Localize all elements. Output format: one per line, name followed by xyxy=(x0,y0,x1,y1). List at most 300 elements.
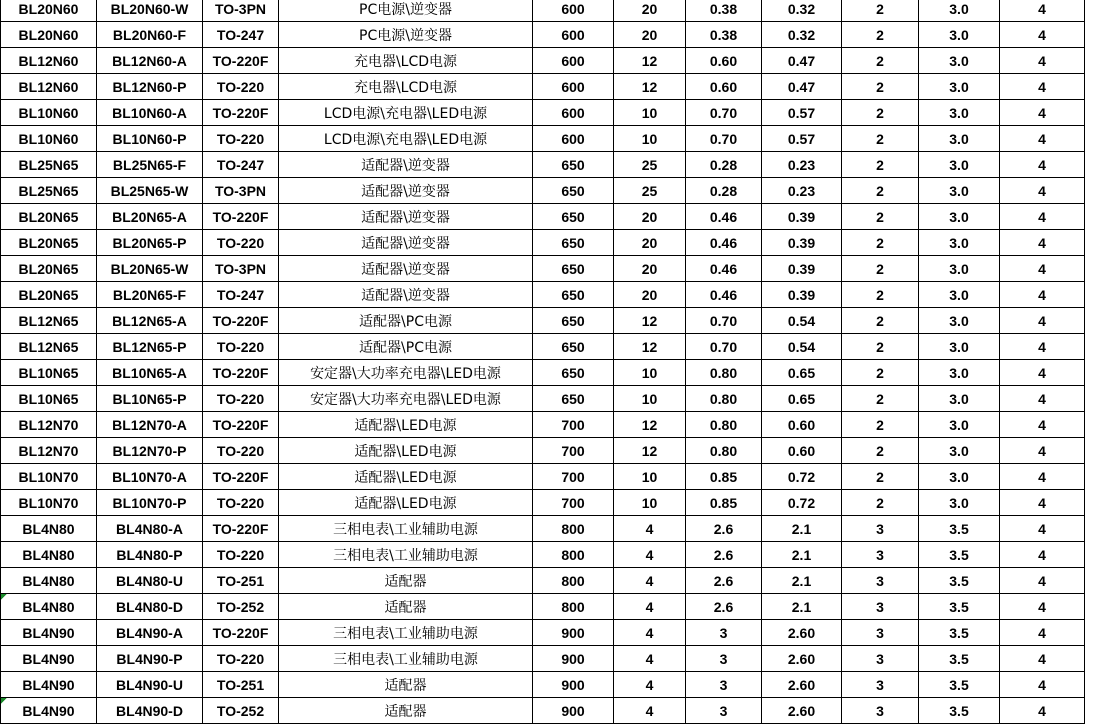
cell-v3[interactable]: 2.6 xyxy=(686,542,762,568)
cell-application[interactable]: 安定器\大功率充电器\LED电源 xyxy=(279,386,533,412)
cell-v6[interactable]: 3.5 xyxy=(919,542,1000,568)
cell-application[interactable]: 三相电表\工业辅助电源 xyxy=(279,646,533,672)
cell-v5[interactable]: 3 xyxy=(842,594,919,620)
cell-v3[interactable]: 2.6 xyxy=(686,516,762,542)
cell-v6[interactable]: 3.0 xyxy=(919,256,1000,282)
cell-v4[interactable]: 0.54 xyxy=(762,334,842,360)
cell-application[interactable]: 适配器 xyxy=(279,568,533,594)
cell-model[interactable]: BL10N65-P xyxy=(97,386,203,412)
cell-v1[interactable]: 600 xyxy=(533,48,614,74)
cell-v1[interactable]: 700 xyxy=(533,464,614,490)
cell-v6[interactable]: 3.0 xyxy=(919,204,1000,230)
cell-model[interactable]: BL20N65-W xyxy=(97,256,203,282)
cell-v6[interactable]: 3.0 xyxy=(919,22,1000,48)
cell-v2[interactable]: 20 xyxy=(614,204,686,230)
cell-v5[interactable]: 2 xyxy=(842,360,919,386)
cell-package[interactable]: TO-251 xyxy=(203,568,279,594)
cell-v7[interactable]: 4 xyxy=(1000,0,1085,22)
cell-v7[interactable]: 4 xyxy=(1000,646,1085,672)
cell-model[interactable]: BL12N70-P xyxy=(97,438,203,464)
cell-v3[interactable]: 3 xyxy=(686,620,762,646)
cell-series[interactable]: BL10N70 xyxy=(1,464,97,490)
cell-v4[interactable]: 0.57 xyxy=(762,126,842,152)
cell-series[interactable]: BL20N65 xyxy=(1,204,97,230)
cell-application[interactable]: 适配器 xyxy=(279,594,533,620)
cell-v2[interactable]: 12 xyxy=(614,334,686,360)
cell-v1[interactable]: 700 xyxy=(533,438,614,464)
cell-v2[interactable]: 20 xyxy=(614,22,686,48)
cell-v4[interactable]: 0.60 xyxy=(762,412,842,438)
cell-series[interactable]: BL4N90 xyxy=(1,646,97,672)
cell-v6[interactable]: 3.0 xyxy=(919,48,1000,74)
cell-v2[interactable]: 20 xyxy=(614,0,686,22)
cell-v4[interactable]: 0.47 xyxy=(762,74,842,100)
cell-v2[interactable]: 12 xyxy=(614,308,686,334)
cell-v4[interactable]: 0.72 xyxy=(762,490,842,516)
cell-series[interactable]: BL10N60 xyxy=(1,100,97,126)
cell-v1[interactable]: 600 xyxy=(533,0,614,22)
cell-v6[interactable]: 3.5 xyxy=(919,516,1000,542)
cell-series[interactable]: BL4N90 xyxy=(1,672,97,698)
cell-v2[interactable]: 25 xyxy=(614,178,686,204)
cell-model[interactable]: BL4N90-P xyxy=(97,646,203,672)
cell-model[interactable]: BL25N65-F xyxy=(97,152,203,178)
cell-application[interactable]: 适配器\LED电源 xyxy=(279,412,533,438)
cell-v2[interactable]: 20 xyxy=(614,230,686,256)
cell-v2[interactable]: 4 xyxy=(614,542,686,568)
cell-application[interactable]: 适配器\逆变器 xyxy=(279,152,533,178)
cell-v5[interactable]: 3 xyxy=(842,568,919,594)
cell-v2[interactable]: 12 xyxy=(614,74,686,100)
cell-v1[interactable]: 650 xyxy=(533,386,614,412)
cell-v7[interactable]: 4 xyxy=(1000,48,1085,74)
cell-v6[interactable]: 3.0 xyxy=(919,438,1000,464)
cell-v1[interactable]: 900 xyxy=(533,672,614,698)
cell-v7[interactable]: 4 xyxy=(1000,360,1085,386)
cell-v6[interactable]: 3.0 xyxy=(919,126,1000,152)
cell-v4[interactable]: 0.65 xyxy=(762,386,842,412)
cell-v4[interactable]: 2.60 xyxy=(762,646,842,672)
cell-v4[interactable]: 2.1 xyxy=(762,594,842,620)
cell-package[interactable]: TO-220F xyxy=(203,620,279,646)
cell-series[interactable]: BL20N65 xyxy=(1,256,97,282)
cell-v7[interactable]: 4 xyxy=(1000,672,1085,698)
cell-model[interactable]: BL12N65-P xyxy=(97,334,203,360)
cell-package[interactable]: TO-220 xyxy=(203,386,279,412)
cell-v4[interactable]: 0.60 xyxy=(762,438,842,464)
cell-v4[interactable]: 2.1 xyxy=(762,542,842,568)
cell-v2[interactable]: 4 xyxy=(614,568,686,594)
cell-series[interactable]: BL4N90 xyxy=(1,620,97,646)
cell-v5[interactable]: 2 xyxy=(842,178,919,204)
cell-v1[interactable]: 650 xyxy=(533,256,614,282)
cell-series[interactable]: BL4N80 xyxy=(1,516,97,542)
cell-v3[interactable]: 0.85 xyxy=(686,490,762,516)
cell-model[interactable]: BL4N80-A xyxy=(97,516,203,542)
cell-v5[interactable]: 2 xyxy=(842,74,919,100)
cell-v6[interactable]: 3.0 xyxy=(919,334,1000,360)
cell-v5[interactable]: 3 xyxy=(842,516,919,542)
cell-v7[interactable]: 4 xyxy=(1000,74,1085,100)
cell-v3[interactable]: 0.46 xyxy=(686,256,762,282)
cell-v4[interactable]: 0.54 xyxy=(762,308,842,334)
cell-v1[interactable]: 600 xyxy=(533,74,614,100)
cell-v1[interactable]: 800 xyxy=(533,516,614,542)
cell-v3[interactable]: 3 xyxy=(686,698,762,724)
cell-v1[interactable]: 650 xyxy=(533,152,614,178)
cell-v5[interactable]: 2 xyxy=(842,0,919,22)
cell-v6[interactable]: 3.0 xyxy=(919,0,1000,22)
cell-v7[interactable]: 4 xyxy=(1000,698,1085,724)
cell-v5[interactable]: 2 xyxy=(842,282,919,308)
cell-application[interactable]: 三相电表\工业辅助电源 xyxy=(279,620,533,646)
cell-v3[interactable]: 0.28 xyxy=(686,178,762,204)
cell-model[interactable]: BL4N80-P xyxy=(97,542,203,568)
cell-v6[interactable]: 3.0 xyxy=(919,100,1000,126)
cell-package[interactable]: TO-252 xyxy=(203,594,279,620)
cell-model[interactable]: BL20N60-F xyxy=(97,22,203,48)
cell-v7[interactable]: 4 xyxy=(1000,490,1085,516)
cell-v4[interactable]: 2.60 xyxy=(762,672,842,698)
cell-v7[interactable]: 4 xyxy=(1000,204,1085,230)
cell-v7[interactable]: 4 xyxy=(1000,100,1085,126)
cell-v5[interactable]: 3 xyxy=(842,646,919,672)
cell-v2[interactable]: 20 xyxy=(614,256,686,282)
cell-v3[interactable]: 0.80 xyxy=(686,386,762,412)
cell-v7[interactable]: 4 xyxy=(1000,542,1085,568)
cell-v6[interactable]: 3.5 xyxy=(919,620,1000,646)
cell-package[interactable]: TO-220F xyxy=(203,308,279,334)
cell-application[interactable]: 适配器\PC电源 xyxy=(279,334,533,360)
cell-v3[interactable]: 3 xyxy=(686,672,762,698)
cell-v3[interactable]: 0.46 xyxy=(686,282,762,308)
cell-v6[interactable]: 3.0 xyxy=(919,308,1000,334)
cell-package[interactable]: TO-247 xyxy=(203,22,279,48)
cell-v7[interactable]: 4 xyxy=(1000,308,1085,334)
cell-v1[interactable]: 900 xyxy=(533,646,614,672)
cell-application[interactable]: 适配器\LED电源 xyxy=(279,438,533,464)
cell-package[interactable]: TO-220 xyxy=(203,126,279,152)
cell-v1[interactable]: 700 xyxy=(533,490,614,516)
cell-v5[interactable]: 2 xyxy=(842,126,919,152)
cell-v7[interactable]: 4 xyxy=(1000,438,1085,464)
cell-v2[interactable]: 20 xyxy=(614,282,686,308)
cell-v1[interactable]: 600 xyxy=(533,22,614,48)
cell-application[interactable]: 充电器\LCD电源 xyxy=(279,48,533,74)
cell-application[interactable]: 适配器\PC电源 xyxy=(279,308,533,334)
cell-series[interactable]: BL10N60 xyxy=(1,126,97,152)
cell-v5[interactable]: 3 xyxy=(842,698,919,724)
cell-series[interactable]: BL20N65 xyxy=(1,230,97,256)
cell-v3[interactable]: 2.6 xyxy=(686,594,762,620)
cell-package[interactable]: TO-3PN xyxy=(203,0,279,22)
cell-v2[interactable]: 4 xyxy=(614,672,686,698)
cell-v3[interactable]: 0.28 xyxy=(686,152,762,178)
cell-model[interactable]: BL12N70-A xyxy=(97,412,203,438)
cell-application[interactable]: 三相电表\工业辅助电源 xyxy=(279,516,533,542)
cell-package[interactable]: TO-220 xyxy=(203,230,279,256)
cell-package[interactable]: TO-220F xyxy=(203,360,279,386)
cell-application[interactable]: 适配器\逆变器 xyxy=(279,282,533,308)
cell-package[interactable]: TO-220 xyxy=(203,646,279,672)
cell-v1[interactable]: 900 xyxy=(533,698,614,724)
cell-v7[interactable]: 4 xyxy=(1000,22,1085,48)
cell-v1[interactable]: 600 xyxy=(533,100,614,126)
cell-model[interactable]: BL20N65-P xyxy=(97,230,203,256)
cell-v2[interactable]: 10 xyxy=(614,100,686,126)
cell-v5[interactable]: 3 xyxy=(842,542,919,568)
cell-v5[interactable]: 2 xyxy=(842,464,919,490)
cell-v3[interactable]: 0.80 xyxy=(686,438,762,464)
cell-v1[interactable]: 650 xyxy=(533,282,614,308)
cell-v2[interactable]: 10 xyxy=(614,126,686,152)
cell-application[interactable]: 适配器\LED电源 xyxy=(279,490,533,516)
cell-application[interactable]: 适配器 xyxy=(279,672,533,698)
cell-series[interactable]: BL25N65 xyxy=(1,152,97,178)
cell-model[interactable]: BL4N90-D xyxy=(97,698,203,724)
cell-v7[interactable]: 4 xyxy=(1000,516,1085,542)
cell-package[interactable]: TO-220 xyxy=(203,490,279,516)
cell-v3[interactable]: 0.46 xyxy=(686,204,762,230)
cell-series[interactable]: BL20N60 xyxy=(1,22,97,48)
cell-v4[interactable]: 0.32 xyxy=(762,0,842,22)
cell-v4[interactable]: 0.39 xyxy=(762,204,842,230)
cell-v6[interactable]: 3.0 xyxy=(919,490,1000,516)
cell-package[interactable]: TO-220F xyxy=(203,100,279,126)
cell-v6[interactable]: 3.5 xyxy=(919,698,1000,724)
cell-v3[interactable]: 0.70 xyxy=(686,100,762,126)
cell-model[interactable]: BL10N60-P xyxy=(97,126,203,152)
cell-v4[interactable]: 0.23 xyxy=(762,178,842,204)
cell-v4[interactable]: 2.60 xyxy=(762,698,842,724)
cell-v4[interactable]: 2.1 xyxy=(762,568,842,594)
cell-v7[interactable]: 4 xyxy=(1000,386,1085,412)
cell-application[interactable]: 三相电表\工业辅助电源 xyxy=(279,542,533,568)
cell-application[interactable]: 适配器\逆变器 xyxy=(279,204,533,230)
cell-v5[interactable]: 2 xyxy=(842,386,919,412)
cell-v1[interactable]: 800 xyxy=(533,594,614,620)
cell-application[interactable]: LCD电源\充电器\LED电源 xyxy=(279,126,533,152)
cell-v3[interactable]: 0.46 xyxy=(686,230,762,256)
cell-v4[interactable]: 0.72 xyxy=(762,464,842,490)
cell-package[interactable]: TO-3PN xyxy=(203,256,279,282)
cell-v2[interactable]: 12 xyxy=(614,438,686,464)
cell-package[interactable]: TO-220 xyxy=(203,74,279,100)
cell-v6[interactable]: 3.5 xyxy=(919,672,1000,698)
cell-model[interactable]: BL4N90-A xyxy=(97,620,203,646)
cell-application[interactable]: 适配器\逆变器 xyxy=(279,230,533,256)
cell-model[interactable]: BL12N65-A xyxy=(97,308,203,334)
cell-application[interactable]: LCD电源\充电器\LED电源 xyxy=(279,100,533,126)
cell-series[interactable]: BL12N70 xyxy=(1,438,97,464)
cell-v4[interactable]: 0.39 xyxy=(762,282,842,308)
cell-v4[interactable]: 0.47 xyxy=(762,48,842,74)
cell-v5[interactable]: 3 xyxy=(842,620,919,646)
cell-v5[interactable]: 2 xyxy=(842,204,919,230)
cell-v7[interactable]: 4 xyxy=(1000,594,1085,620)
cell-v5[interactable]: 2 xyxy=(842,490,919,516)
cell-v6[interactable]: 3.5 xyxy=(919,646,1000,672)
cell-model[interactable]: BL4N80-U xyxy=(97,568,203,594)
cell-v6[interactable]: 3.0 xyxy=(919,464,1000,490)
cell-series[interactable]: BL10N65 xyxy=(1,386,97,412)
cell-v2[interactable]: 4 xyxy=(614,698,686,724)
cell-v1[interactable]: 600 xyxy=(533,126,614,152)
cell-application[interactable]: 适配器 xyxy=(279,698,533,724)
cell-v1[interactable]: 800 xyxy=(533,542,614,568)
cell-v6[interactable]: 3.5 xyxy=(919,568,1000,594)
cell-v1[interactable]: 650 xyxy=(533,230,614,256)
cell-v5[interactable]: 2 xyxy=(842,152,919,178)
cell-v3[interactable]: 0.80 xyxy=(686,412,762,438)
cell-v7[interactable]: 4 xyxy=(1000,334,1085,360)
cell-v3[interactable]: 0.80 xyxy=(686,360,762,386)
cell-package[interactable]: TO-247 xyxy=(203,152,279,178)
cell-package[interactable]: TO-3PN xyxy=(203,178,279,204)
cell-series[interactable]: BL12N65 xyxy=(1,308,97,334)
cell-model[interactable]: BL10N60-A xyxy=(97,100,203,126)
cell-v1[interactable]: 650 xyxy=(533,360,614,386)
cell-v5[interactable]: 2 xyxy=(842,334,919,360)
cell-v5[interactable]: 2 xyxy=(842,412,919,438)
cell-series[interactable]: BL4N80 xyxy=(1,542,97,568)
cell-v3[interactable]: 0.70 xyxy=(686,126,762,152)
cell-v1[interactable]: 650 xyxy=(533,308,614,334)
cell-v6[interactable]: 3.0 xyxy=(919,74,1000,100)
cell-package[interactable]: TO-220F xyxy=(203,48,279,74)
cell-package[interactable]: TO-252 xyxy=(203,698,279,724)
cell-series[interactable]: BL20N60 xyxy=(1,0,97,22)
cell-model[interactable]: BL20N65-A xyxy=(97,204,203,230)
cell-model[interactable]: BL20N60-W xyxy=(97,0,203,22)
cell-model[interactable]: BL20N65-F xyxy=(97,282,203,308)
cell-v6[interactable]: 3.0 xyxy=(919,230,1000,256)
cell-v6[interactable]: 3.5 xyxy=(919,594,1000,620)
cell-application[interactable]: 安定器\大功率充电器\LED电源 xyxy=(279,360,533,386)
cell-v7[interactable]: 4 xyxy=(1000,412,1085,438)
cell-model[interactable]: BL4N90-U xyxy=(97,672,203,698)
cell-v3[interactable]: 0.70 xyxy=(686,308,762,334)
cell-series[interactable]: BL4N80 xyxy=(1,594,97,620)
cell-v5[interactable]: 2 xyxy=(842,230,919,256)
cell-package[interactable]: TO-220F xyxy=(203,204,279,230)
cell-v6[interactable]: 3.0 xyxy=(919,178,1000,204)
cell-v5[interactable]: 2 xyxy=(842,256,919,282)
cell-v7[interactable]: 4 xyxy=(1000,126,1085,152)
cell-application[interactable]: 适配器\逆变器 xyxy=(279,256,533,282)
cell-v6[interactable]: 3.0 xyxy=(919,412,1000,438)
cell-v2[interactable]: 25 xyxy=(614,152,686,178)
cell-package[interactable]: TO-220 xyxy=(203,334,279,360)
cell-model[interactable]: BL10N70-A xyxy=(97,464,203,490)
cell-v2[interactable]: 10 xyxy=(614,386,686,412)
cell-v1[interactable]: 650 xyxy=(533,178,614,204)
cell-v3[interactable]: 0.70 xyxy=(686,334,762,360)
cell-model[interactable]: BL12N60-A xyxy=(97,48,203,74)
cell-package[interactable]: TO-220 xyxy=(203,438,279,464)
cell-package[interactable]: TO-247 xyxy=(203,282,279,308)
cell-v2[interactable]: 10 xyxy=(614,464,686,490)
cell-package[interactable]: TO-220 xyxy=(203,542,279,568)
cell-v2[interactable]: 10 xyxy=(614,490,686,516)
cell-v2[interactable]: 12 xyxy=(614,48,686,74)
cell-model[interactable]: BL12N60-P xyxy=(97,74,203,100)
cell-v5[interactable]: 3 xyxy=(842,672,919,698)
cell-v1[interactable]: 900 xyxy=(533,620,614,646)
cell-series[interactable]: BL25N65 xyxy=(1,178,97,204)
cell-v4[interactable]: 0.32 xyxy=(762,22,842,48)
cell-v4[interactable]: 0.39 xyxy=(762,230,842,256)
cell-v4[interactable]: 0.39 xyxy=(762,256,842,282)
cell-v5[interactable]: 2 xyxy=(842,100,919,126)
cell-v3[interactable]: 0.60 xyxy=(686,74,762,100)
cell-v7[interactable]: 4 xyxy=(1000,256,1085,282)
cell-model[interactable]: BL4N80-D xyxy=(97,594,203,620)
cell-package[interactable]: TO-220F xyxy=(203,412,279,438)
cell-v2[interactable]: 12 xyxy=(614,412,686,438)
cell-v7[interactable]: 4 xyxy=(1000,152,1085,178)
cell-series[interactable]: BL12N60 xyxy=(1,74,97,100)
cell-v2[interactable]: 4 xyxy=(614,620,686,646)
cell-v2[interactable]: 4 xyxy=(614,594,686,620)
cell-series[interactable]: BL10N70 xyxy=(1,490,97,516)
cell-v3[interactable]: 0.60 xyxy=(686,48,762,74)
cell-v1[interactable]: 650 xyxy=(533,204,614,230)
cell-v3[interactable]: 0.38 xyxy=(686,22,762,48)
cell-package[interactable]: TO-220F xyxy=(203,464,279,490)
cell-v4[interactable]: 2.1 xyxy=(762,516,842,542)
cell-model[interactable]: BL10N70-P xyxy=(97,490,203,516)
cell-v6[interactable]: 3.0 xyxy=(919,360,1000,386)
cell-series[interactable]: BL4N80 xyxy=(1,568,97,594)
cell-series[interactable]: BL20N65 xyxy=(1,282,97,308)
cell-v3[interactable]: 3 xyxy=(686,646,762,672)
cell-v7[interactable]: 4 xyxy=(1000,464,1085,490)
cell-v1[interactable]: 700 xyxy=(533,412,614,438)
cell-series[interactable]: BL12N65 xyxy=(1,334,97,360)
cell-v1[interactable]: 650 xyxy=(533,334,614,360)
cell-v3[interactable]: 2.6 xyxy=(686,568,762,594)
cell-v2[interactable]: 4 xyxy=(614,516,686,542)
cell-v7[interactable]: 4 xyxy=(1000,230,1085,256)
cell-v1[interactable]: 800 xyxy=(533,568,614,594)
cell-application[interactable]: PC电源\逆变器 xyxy=(279,0,533,22)
cell-application[interactable]: PC电源\逆变器 xyxy=(279,22,533,48)
cell-series[interactable]: BL12N60 xyxy=(1,48,97,74)
cell-v7[interactable]: 4 xyxy=(1000,620,1085,646)
cell-v5[interactable]: 2 xyxy=(842,308,919,334)
cell-v4[interactable]: 0.57 xyxy=(762,100,842,126)
cell-v2[interactable]: 4 xyxy=(614,646,686,672)
cell-application[interactable]: 适配器\LED电源 xyxy=(279,464,533,490)
cell-v4[interactable]: 2.60 xyxy=(762,620,842,646)
cell-v7[interactable]: 4 xyxy=(1000,568,1085,594)
cell-series[interactable]: BL4N90 xyxy=(1,698,97,724)
cell-v4[interactable]: 0.65 xyxy=(762,360,842,386)
cell-v6[interactable]: 3.0 xyxy=(919,152,1000,178)
cell-v2[interactable]: 10 xyxy=(614,360,686,386)
cell-model[interactable]: BL25N65-W xyxy=(97,178,203,204)
cell-application[interactable]: 充电器\LCD电源 xyxy=(279,74,533,100)
cell-v3[interactable]: 0.38 xyxy=(686,0,762,22)
cell-v5[interactable]: 2 xyxy=(842,22,919,48)
cell-v3[interactable]: 0.85 xyxy=(686,464,762,490)
cell-v7[interactable]: 4 xyxy=(1000,282,1085,308)
cell-series[interactable]: BL12N70 xyxy=(1,412,97,438)
cell-application[interactable]: 适配器\逆变器 xyxy=(279,178,533,204)
cell-series[interactable]: BL10N65 xyxy=(1,360,97,386)
cell-v4[interactable]: 0.23 xyxy=(762,152,842,178)
